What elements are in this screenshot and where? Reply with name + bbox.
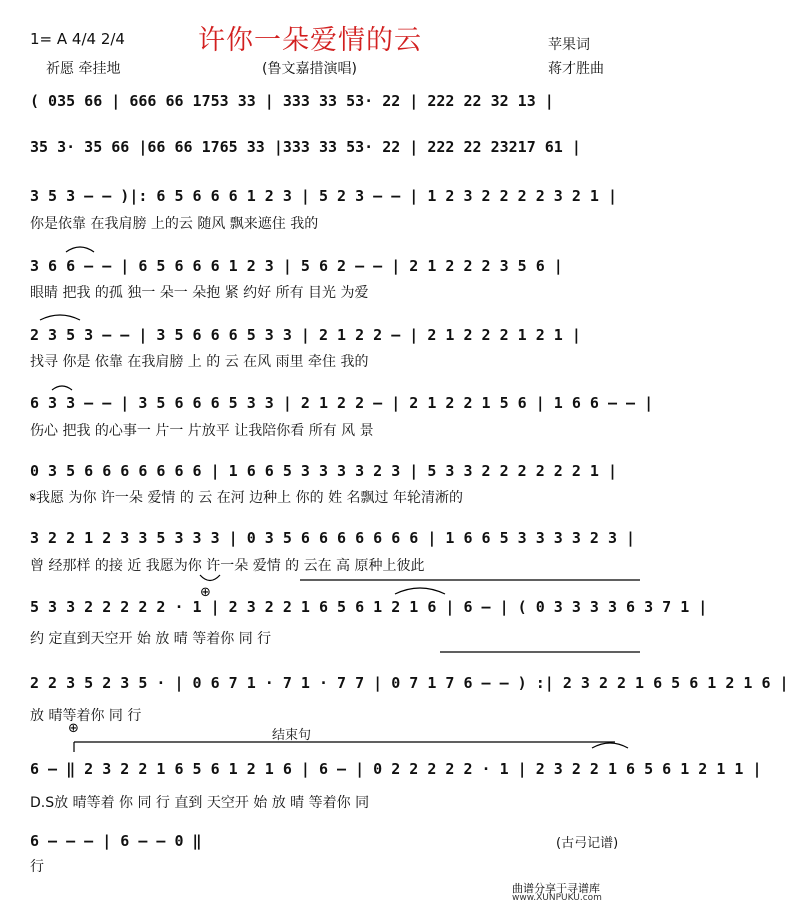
notes-row-11: 6 – ‖ 2 3 2 2 1 6 5 6 1 2 1 6 | 6 – | 0 2 2 2 2 2 · 1 | 2 3 2 2 1 6 5 6 1 2 1 1 | <box>30 760 762 778</box>
notes-row-4: 3 6 6 – – | 6 5 6 6 6 1 2 3 | 5 6 2 – – | 2 1 2 2 2 3 5 6 | <box>30 257 563 275</box>
notes-row-9: 5 3 3 2 2 2 2 2 · 1 | 2 3 2 2 1 6 5 6 1 2 1 6 | 6 – | ( 0 3 3 3 3 6 3 7 1 | <box>30 598 708 616</box>
lyrics-row-11: D.S放 晴等着 你 同 行 直到 天空开 始 放 晴 等着你 同 <box>30 795 370 811</box>
key-signature: 1= A 4/4 2/4 <box>30 30 125 48</box>
lyrics-row-8: 曾 经那样 的接 近 我愿为你 许一朵 爱情 的 云在 高 原种上彼此 <box>30 558 425 574</box>
coda-sign: ⊕ <box>68 721 79 736</box>
notes-row-10: 2 2 3 5 2 3 5 · | 0 6 7 1 · 7 1 · 7 7 | 0 7 1 7 6 – – ) :| 2 3 2 2 1 6 5 6 1 2 1 6 | <box>30 674 789 692</box>
song-title: 许你一朵爱情的云 <box>198 25 422 56</box>
notes-row-5: 2 3 5 3 – – | 3 5 6 6 6 5 3 3 | 2 1 2 2 – | 2 1 2 2 2 1 2 1 | <box>30 326 581 344</box>
lyrics-row-4: 眼睛 把我 的孤 独一 朵一 朵抱 紧 约好 所有 目光 为爱 <box>30 285 369 301</box>
lyrics-row-6: 伤心 把我 的心事一 片一 片放平 让我陪你看 所有 风 景 <box>30 423 374 439</box>
slur-mark <box>592 743 628 748</box>
lyrics-row-12: 行 <box>30 859 44 875</box>
lyrics-row-9: 约 定直到天空开 始 放 晴 等着你 同 行 <box>30 631 272 647</box>
slur-mark <box>52 386 72 390</box>
notes-row-2: 35 3· 35 66 |66 66 1765 33 |333 33 53· 22 | 222 22 23217 61 | <box>30 138 581 156</box>
notes-row-7: 0 3 5 6 6 6 6 6 6 6 | 1 6 6 5 3 3 3 3 2 3 | 5 3 3 2 2 2 2 2 2 1 | <box>30 462 617 480</box>
slur-mark <box>200 575 220 581</box>
lyrics-row-7: 𝄋我愿 为你 许一朵 爱情 的 云 在河 边种上 你的 姓 名飘过 年轮清淅的 <box>30 490 463 506</box>
lyrics-row-10: 放 晴等着你 同 行 <box>30 708 142 724</box>
composer: 蒋才胜曲 <box>548 61 604 77</box>
slur-mark <box>66 247 94 252</box>
footer-text: 曲谱分享于寻谱库 <box>512 882 600 895</box>
coda-sign: ⊕ <box>200 585 211 600</box>
notes-row-6: 6 3 3 – – | 3 5 6 6 6 5 3 3 | 2 1 2 2 – | 2 1 2 2 1 5 6 | 1 6 6 – – | <box>30 394 654 412</box>
singer-credit: (鲁文嘉措演唱) <box>262 61 357 77</box>
transcriber-credit: (古弓记谱) <box>556 836 619 851</box>
slur-mark <box>395 588 445 594</box>
lyrics-row-5: 找寻 你是 依靠 在我肩膀 上 的 云 在风 雨里 牵住 我的 <box>30 354 369 370</box>
notes-row-8: 3 2 2 1 2 3 3 5 3 3 3 | 0 3 5 6 6 6 6 6 6 6 | 1 6 6 5 3 3 3 3 2 3 | <box>30 529 636 547</box>
ending-label: 结束句 <box>272 728 312 743</box>
footer-url[interactable]: www.XUNPUKU.com <box>512 893 602 903</box>
notes-row-3: 3 5 3 – – )|: 6 5 6 6 6 1 2 3 | 5 2 3 – – | 1 2 3 2 2 2 2 3 2 1 | <box>30 187 617 205</box>
lyrics-row-3: 你是依靠 在我肩膀 上的云 随风 飘来遮住 我的 <box>30 216 319 232</box>
tempo-marking: 祈愿 牵挂地 <box>46 61 121 77</box>
notes-row-12: 6 – – – | 6 – – 0 ‖ <box>30 832 202 850</box>
lyricist: 苹果词 <box>548 37 590 53</box>
notes-row-1: ( 035 66 | 666 66 1753 33 | 333 33 53· 22 | 222 22 32 13 | <box>30 92 554 110</box>
slur-mark <box>40 315 80 320</box>
